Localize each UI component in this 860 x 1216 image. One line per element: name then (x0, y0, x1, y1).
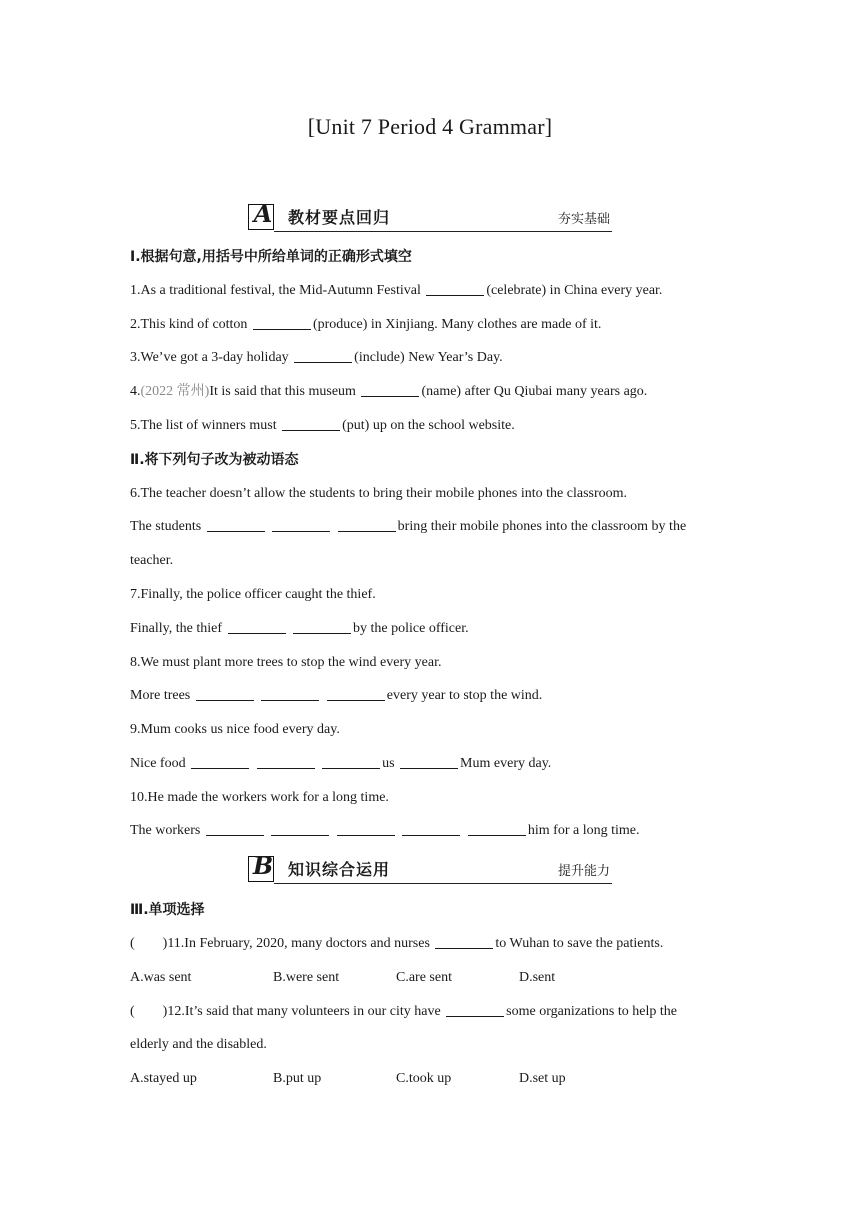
answer-blank[interactable] (327, 686, 385, 701)
question-text: 11.In February, 2020, many doctors and nurses (167, 936, 434, 951)
answer-blank[interactable] (257, 754, 315, 769)
question-6-rewrite (130, 517, 686, 537)
question-text: 5.The list of winners must (130, 418, 281, 433)
question-text: every year to stop the wind. (386, 688, 543, 703)
question-text: 1.As a traditional festival, the Mid-Autumn Festival (130, 283, 425, 298)
question-10-original: 10.He made the workers work for a long time. (130, 790, 389, 805)
banner-letter: A (253, 199, 273, 228)
question-text: (include) New Year’s Day. (354, 350, 503, 365)
answer-blank[interactable] (253, 315, 311, 330)
page-title: [Unit 7 Period 4 Grammar] (307, 114, 553, 139)
section-heading-2: Ⅱ.将下列句子改为被动语态 (130, 452, 299, 468)
question-text: 3.We’ve got a 3-day holiday (130, 350, 293, 365)
answer-blank[interactable] (294, 348, 352, 363)
question-source: (2022 常州) (140, 384, 210, 399)
answer-blank[interactable] (435, 934, 493, 949)
answer-blank[interactable] (402, 821, 460, 836)
question-7-original: 7.Finally, the police officer caught the thief. (130, 587, 376, 602)
question-8-rewrite (130, 686, 542, 706)
question-text: Mum every day. (460, 756, 552, 771)
option-c[interactable]: C.are sent (396, 970, 452, 985)
section-heading-3: Ⅲ.单项选择 (130, 902, 205, 918)
question-text: by the police officer. (353, 621, 469, 636)
option-d[interactable]: D.set up (519, 1071, 566, 1086)
banner-tag: 夯实基础 (557, 212, 610, 227)
question-6-original: 6.The teacher doesn’t allow the students to bring their mobile phones into the classroom. (130, 486, 628, 501)
question-text: (put) up on the school website. (342, 418, 515, 433)
question-text: some organizations to help the (506, 1004, 677, 1019)
question-3 (130, 348, 503, 368)
question-text: The workers (130, 823, 204, 838)
answer-blank[interactable] (446, 1002, 504, 1017)
section-banner-a (248, 199, 612, 232)
question-text: 2.This kind of cotton (130, 317, 251, 332)
answer-paren[interactable]: ( ) (130, 936, 168, 951)
question-2 (130, 315, 601, 335)
answer-blank[interactable] (196, 686, 254, 701)
answer-blank[interactable] (338, 517, 396, 532)
question-text: The students (130, 519, 205, 534)
question-12 (130, 1002, 677, 1022)
question-7-rewrite (130, 619, 469, 639)
answer-blank[interactable] (282, 416, 340, 431)
answer-blank[interactable] (400, 754, 458, 769)
question-text: (celebrate) in China every year. (486, 283, 663, 298)
question-text: It is said that this museum (209, 384, 360, 399)
question-text: Finally, the thief (130, 621, 226, 636)
answer-blank[interactable] (228, 619, 286, 634)
answer-blank[interactable] (271, 821, 329, 836)
option-a[interactable]: A.was sent (130, 970, 192, 985)
answer-blank[interactable] (361, 382, 419, 397)
section-banner-b (248, 851, 612, 884)
section-heading-1: Ⅰ.根据句意,用括号中所给单词的正确形式填空 (130, 249, 412, 265)
banner-title: 知识综合运用 (288, 860, 391, 879)
answer-blank[interactable] (207, 517, 265, 532)
question-10-rewrite (130, 821, 639, 841)
option-a[interactable]: A.stayed up (130, 1071, 197, 1086)
question-5 (130, 416, 515, 436)
question-1 (130, 281, 662, 301)
option-b[interactable]: B.put up (273, 1071, 322, 1086)
answer-blank[interactable] (322, 754, 380, 769)
option-c[interactable]: C.took up (396, 1071, 452, 1086)
answer-blank[interactable] (426, 281, 484, 296)
question-text: him for a long time. (527, 823, 640, 838)
answer-blank[interactable] (468, 821, 526, 836)
answer-blank[interactable] (272, 517, 330, 532)
question-9-original: 9.Mum cooks us nice food every day. (130, 722, 340, 737)
question-9-rewrite (130, 754, 551, 774)
banner-tag: 提升能力 (557, 864, 610, 879)
banner-letter: B (252, 851, 274, 880)
question-12-cont: elderly and the disabled. (130, 1037, 267, 1052)
question-11 (130, 934, 663, 954)
question-text: bring their mobile phones into the classroom by the (397, 519, 687, 534)
question-text: us (382, 756, 399, 771)
question-4 (130, 382, 647, 402)
banner-rule (274, 231, 612, 232)
answer-paren[interactable]: ( ) (130, 1004, 168, 1019)
question-text: (name) after Qu Qiubai many years ago. (421, 384, 648, 399)
question-6-rewrite-cont: teacher. (130, 553, 174, 568)
question-text: Nice food (130, 756, 190, 771)
answer-blank[interactable] (206, 821, 264, 836)
answer-blank[interactable] (261, 686, 319, 701)
answer-blank[interactable] (293, 619, 351, 634)
question-text: to Wuhan to save the patients. (495, 936, 664, 951)
question-text: 12.It’s said that many volunteers in our city have (167, 1004, 445, 1019)
answer-blank[interactable] (337, 821, 395, 836)
question-number: 4. (130, 384, 141, 399)
question-8-original: 8.We must plant more trees to stop the wind every year. (130, 655, 442, 670)
answer-blank[interactable] (191, 754, 249, 769)
option-b[interactable]: B.were sent (273, 970, 340, 985)
option-d[interactable]: D.sent (519, 970, 556, 985)
question-text: More trees (130, 688, 194, 703)
banner-title: 教材要点回归 (288, 208, 391, 227)
banner-rule (274, 883, 612, 884)
question-text: (produce) in Xinjiang. Many clothes are made of it. (312, 317, 602, 332)
